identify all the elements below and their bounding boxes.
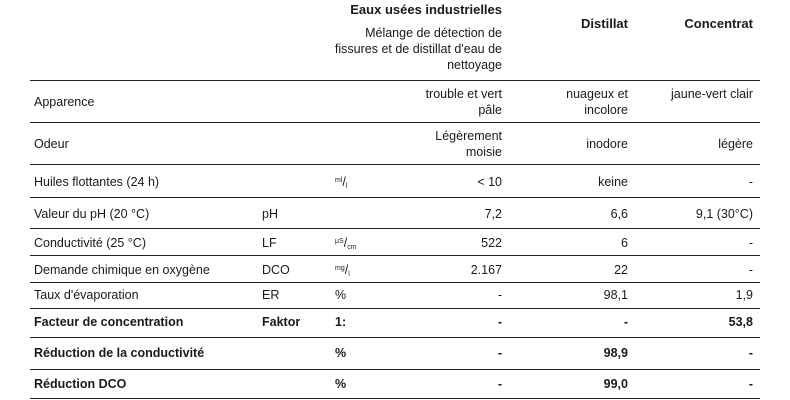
row-appearance-label: Apparence	[34, 95, 95, 109]
row-conductivity-reduction-distillate: 98,9	[603, 346, 628, 360]
row-cod-concentrate: -	[748, 263, 753, 277]
row-evaporation-abbr: ER	[262, 288, 280, 302]
row-divider	[30, 255, 760, 256]
row-concentration-factor-label: Facteur de concentration	[34, 315, 184, 329]
row-floating-oils-label: Huiles flottantes (24 h)	[34, 175, 160, 189]
row-conductivity-reduction-label: Réduction de la conductivité	[34, 346, 205, 360]
row-cod-reduction-wastewater: -	[497, 377, 502, 391]
row-cod-reduction-label: Réduction DCO	[34, 377, 127, 391]
row-conductivity-reduction-concentrate: -	[748, 346, 753, 360]
row-appearance-concentrate: jaune-vert clair	[671, 87, 753, 101]
row-divider	[30, 164, 760, 165]
row-conductivity-distillate: 6	[621, 236, 628, 250]
row-cod-label: Demande chimique en oxygène	[34, 263, 210, 277]
row-evaporation-distillate: 98,1	[603, 288, 628, 302]
row-cod-distillate: 22	[614, 263, 628, 277]
header-wastewater-subtitle-line-2: fissures et de distillat d'eau de	[334, 42, 502, 56]
header-wastewater-subtitle-line-3: nettoyage	[447, 58, 502, 72]
row-conductivity-reduction-wastewater: -	[497, 346, 502, 360]
row-odour-label: Odeur	[34, 137, 69, 151]
row-concentration-factor-wastewater: -	[497, 315, 502, 329]
row-conductivity-reduction-unit: %	[335, 346, 347, 360]
row-concentration-factor-unit: 1:	[335, 315, 347, 329]
header-distillate: Distillat	[581, 16, 628, 31]
table-bottom-border	[30, 398, 760, 399]
row-evaporation-unit: %	[335, 288, 347, 302]
header-wastewater-title: Eaux usées industrielles	[350, 2, 502, 17]
row-appearance-wastewater-line-2: pâle	[478, 103, 502, 117]
row-floating-oils-concentrate: -	[748, 175, 753, 189]
row-conductivity-abbr: LF	[262, 236, 277, 250]
row-appearance-wastewater-line-1: trouble et vert	[425, 87, 502, 101]
row-cod-abbr: DCO	[262, 263, 290, 277]
row-divider	[30, 337, 760, 338]
row-cod-reduction-distillate: 99,0	[603, 377, 628, 391]
row-odour-wastewater-line-1: Légèrement	[435, 129, 502, 143]
header-wastewater-subtitle-line-1: Mélange de détection de	[365, 26, 502, 40]
row-floating-oils-wastewater: < 10	[477, 175, 502, 189]
row-concentration-factor-concentrate: 53,8	[728, 315, 753, 329]
row-divider	[30, 197, 760, 198]
row-floating-oils-distillate: keine	[598, 175, 628, 189]
row-divider	[30, 122, 760, 123]
row-divider	[30, 228, 760, 229]
row-cod-wastewater: 2.167	[470, 263, 502, 277]
row-odour-concentrate: légère	[718, 137, 753, 151]
header-concentrate: Concentrat	[684, 16, 753, 31]
row-ph-abbr: pH	[262, 207, 278, 221]
row-conductivity-concentrate: -	[748, 236, 753, 250]
row-evaporation-wastewater: -	[497, 288, 502, 302]
row-ph-distillate: 6,6	[610, 207, 628, 221]
row-ph-wastewater: 7,2	[484, 207, 502, 221]
row-ph-concentrate: 9,1 (30°C)	[695, 207, 753, 221]
row-divider	[30, 282, 760, 283]
row-conductivity-unit: $^{\mu S}/_{cm}$	[335, 236, 357, 251]
row-ph-label: Valeur du pH (20 °C)	[34, 207, 150, 221]
row-cod-reduction-unit: %	[335, 377, 347, 391]
row-conductivity-label: Conductivité (25 °C)	[34, 236, 146, 250]
row-odour-wastewater-line-2: moisie	[465, 145, 502, 159]
row-divider	[30, 308, 760, 309]
row-floating-oils-unit: $^{ml}/_l$	[335, 175, 348, 190]
row-concentration-factor-abbr: Faktor	[262, 315, 301, 329]
row-appearance-distillate-line-1: nuageux et	[566, 87, 628, 101]
row-conductivity-wastewater: 522	[481, 236, 502, 250]
row-divider	[30, 369, 760, 370]
row-cod-reduction-concentrate: -	[748, 377, 753, 391]
row-odour-distillate: inodore	[586, 137, 628, 151]
row-cod-unit: $^{mg}/_l$	[335, 263, 350, 278]
row-appearance-distillate-line-2: incolore	[584, 103, 628, 117]
row-concentration-factor-distillate: -	[623, 315, 628, 329]
row-evaporation-concentrate: 1,9	[735, 288, 753, 302]
row-evaporation-label: Taux d'évaporation	[34, 288, 139, 302]
header-divider	[30, 80, 760, 81]
